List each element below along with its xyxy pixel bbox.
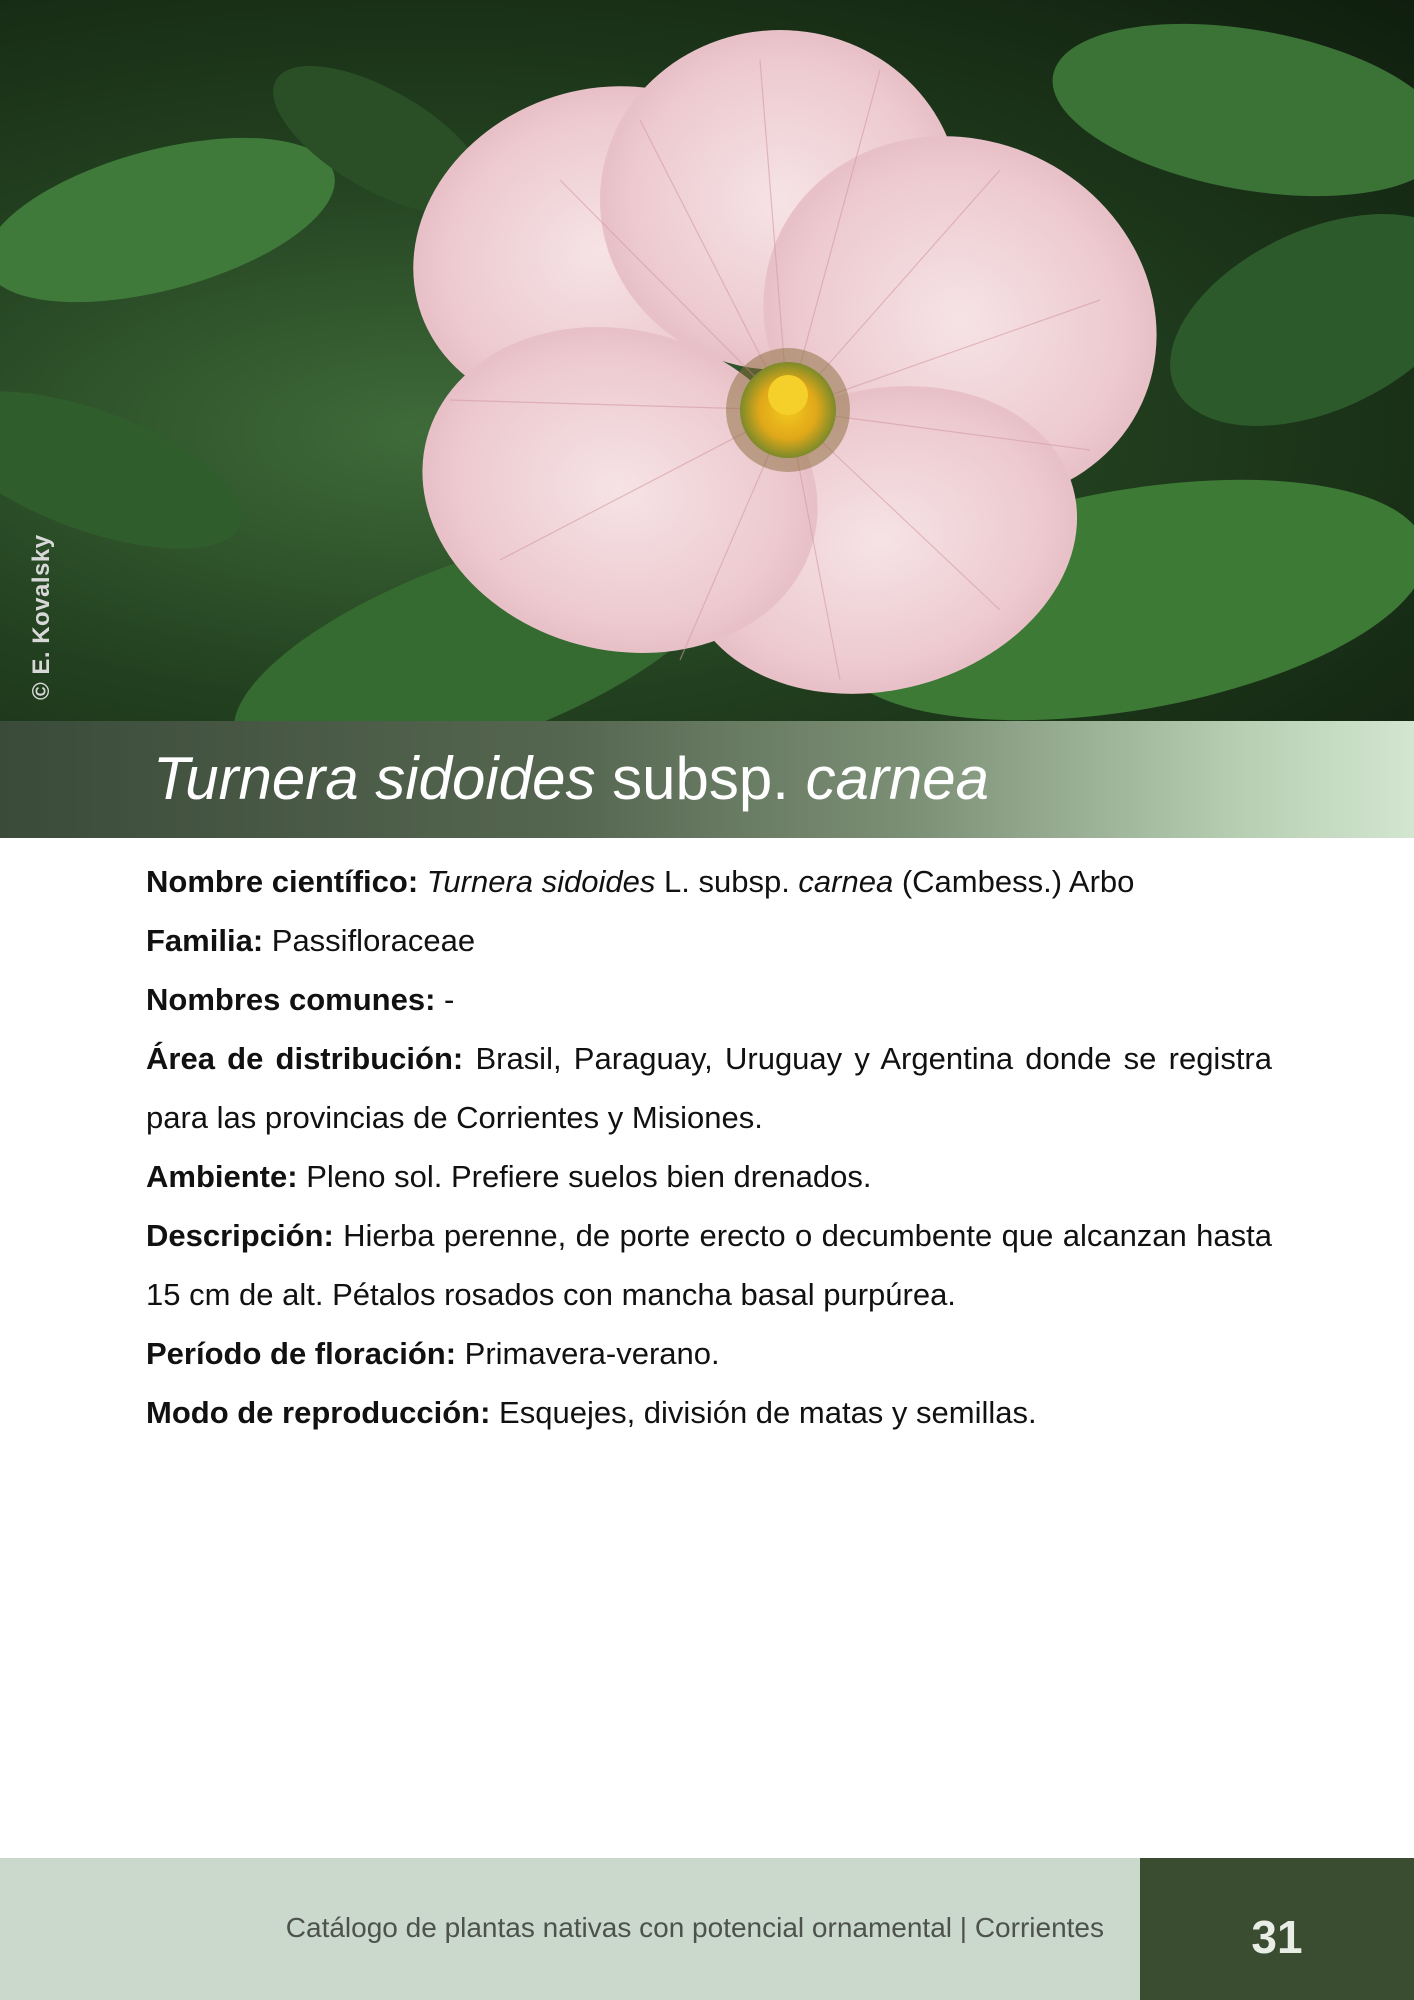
flowering-label: Período de floración:	[146, 1336, 457, 1371]
family-value: Passifloraceae	[263, 923, 476, 958]
habitat-label: Ambiente:	[146, 1159, 298, 1194]
footer-catalog-title: Catálogo de plantas nativas con potencial ornamental | Corrientes	[285, 1912, 1104, 1943]
page-number: 31	[1251, 1911, 1303, 1963]
flower-illustration	[0, 0, 1414, 721]
footer-band	[0, 1858, 1140, 2000]
description-row	[146, 1206, 1272, 1324]
title-infraspecific: carnea	[788, 745, 990, 812]
page-number-box	[1140, 1858, 1414, 2000]
distribution-label: Área de distribución:	[146, 1041, 464, 1076]
title-genus-species: Turnera sidoides	[153, 745, 596, 812]
description-label: Descripción:	[146, 1218, 334, 1253]
scientific-name-author: L. subsp.	[655, 864, 799, 899]
distribution-row	[146, 1029, 1272, 1147]
family-row	[146, 911, 1272, 970]
photo-credit: © E. Kovalsky	[28, 534, 55, 700]
distribution-value: Brasil, Paraguay, Uruguay y Argentina donde se registra para las provincias de Corrientes y Misiones.	[146, 1041, 1272, 1135]
species-details	[146, 852, 1272, 1442]
scientific-name-authority: (Cambess.) Arbo	[893, 864, 1135, 899]
common-names-value: -	[435, 982, 455, 1017]
family-label: Familia:	[146, 923, 264, 958]
reproduction-label: Modo de reproducción:	[146, 1395, 491, 1430]
scientific-name-row	[146, 852, 1272, 911]
flower-photo	[0, 0, 1414, 721]
scientific-name-genus-species: Turnera sidoides	[426, 864, 656, 899]
flowering-row	[146, 1324, 1272, 1383]
scientific-name-label: Nombre científico:	[146, 864, 419, 899]
flowering-value: Primavera-verano.	[456, 1336, 720, 1371]
reproduction-row	[146, 1383, 1272, 1442]
title-rank: subsp.	[595, 745, 789, 812]
reproduction-value: Esquejes, división de matas y semillas.	[490, 1395, 1037, 1430]
species-title	[153, 743, 989, 815]
scientific-name-infraspecific: carnea	[798, 864, 894, 899]
description-value: Hierba perenne, de porte erecto o decumbente que alcanzan hasta 15 cm de alt. Pétalos rosados con mancha basal purpúrea.	[146, 1218, 1272, 1312]
habitat-row	[146, 1147, 1272, 1206]
common-names-label: Nombres comunes:	[146, 982, 436, 1017]
common-names-row	[146, 970, 1272, 1029]
habitat-value: Pleno sol. Prefiere suelos bien drenados.	[297, 1159, 872, 1194]
